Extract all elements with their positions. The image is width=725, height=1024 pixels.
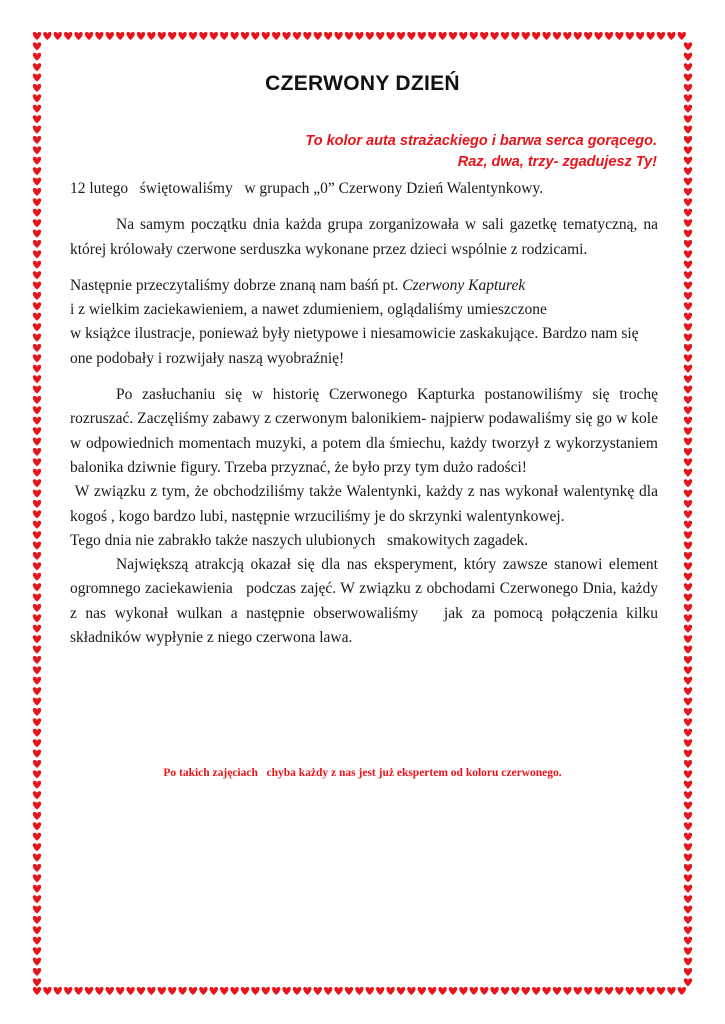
- document-body: [70, 177, 662, 650]
- fairy-tale-intro: Następnie przeczytaliśmy dobrze znaną nam baśń pt.: [70, 276, 403, 294]
- fairy-tale-line-3: w książce ilustracje, ponieważ były nietypowe i niesamowicie zaskakujące. Bardzo nam się one podobały i rozwijały naszą wyobraźnię!: [70, 325, 639, 367]
- paragraph-fairy-tale: [70, 274, 658, 371]
- fairy-tale-title: Czerwony Kapturek: [402, 276, 526, 294]
- paragraph-experiment: Największą atrakcją okazał się dla nas eksperyment, który zawsze stanowi element ogromnego zaciekawienia podczas zajęć. W związku z obchodami Czerwonego Dnia, każdy z nas wykonał wulkan a następnie obserwowaliśmy jak za pomocą połączenia kilku składników wypłynie z niego czerwona lawa.: [70, 556, 662, 647]
- paragraph-gazetka: Na samym początku dnia każda grupa zorganizowała w sali gazetkę tematyczną, na której królowały czerwone serduszka wykonane przez dzieci wspólnie z rodzicami.: [70, 216, 658, 258]
- paragraph-balloon-games: Po zasłuchaniu się w historię Czerwonego Kapturka postanowiliśmy się trochę rozruszać. Zaczęliśmy zabawy z czerwonym balonikiem- najpierw podawaliśmy się go w kole w odpowiednich momentach muzyki, a potem dla śmiechu, każdy tworzył z wykorzystaniem balonika dziwnie figury. Trzeba przyznać, że było przy tym dużo radości!: [70, 386, 658, 476]
- intro-paragraph: 12 lutego świętowaliśmy w grupach „0” Czerwony Dzień Walentynkowy.: [70, 180, 544, 197]
- paragraph-valentines: W związku z tym, że obchodziliśmy także Walentynki, każdy z nas wykonał walentynkę dla kogoś , kogo bardzo lubi, następnie wrzuciliśmy je do skrzynki walentynkowej.: [70, 483, 662, 525]
- closing-sentence: Po takich zajęciach chyba każdy z nas jest już ekspertem od koloru czerwonego.: [163, 767, 562, 779]
- document-title: CZERWONY DZIEŃ: [265, 72, 460, 95]
- motto-line-1: To kolor auta strażackiego i barwa serca gorącego.: [305, 133, 657, 149]
- fairy-tale-line-2: i z wielkim zaciekawieniem, a nawet zdumieniem, oglądaliśmy umieszczone: [70, 301, 547, 319]
- motto-line-2: Raz, dwa, trzy- zgadujesz Ty!: [457, 154, 657, 170]
- paragraph-riddles: Tego dnia nie zabrakło także naszych ulubionych smakowitych zagadek.: [70, 531, 529, 549]
